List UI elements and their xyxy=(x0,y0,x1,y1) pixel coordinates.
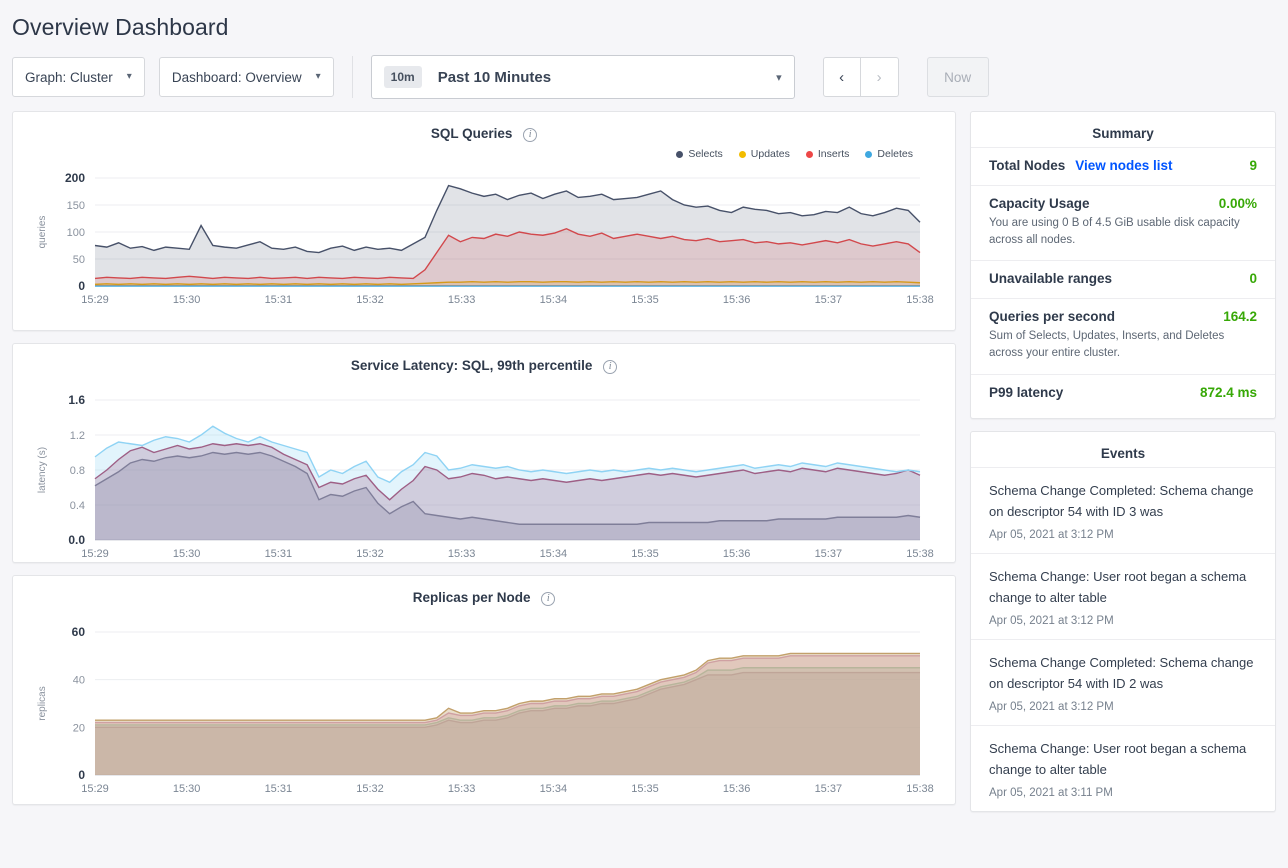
svg-text:15:32: 15:32 xyxy=(356,294,384,306)
svg-text:15:36: 15:36 xyxy=(722,548,751,560)
svg-text:15:33: 15:33 xyxy=(447,548,476,560)
summary-value: 872.4 ms xyxy=(1199,384,1257,400)
time-next-button[interactable]: › xyxy=(861,57,899,97)
event-text: Schema Change: User root began a schema change to alter table xyxy=(989,740,1247,778)
svg-text:15:32: 15:32 xyxy=(356,783,384,795)
svg-text:15:31: 15:31 xyxy=(264,783,293,795)
dashboard-select-label: Dashboard: Overview xyxy=(171,69,302,85)
dashboard-select[interactable] xyxy=(159,57,334,97)
svg-text:0.0: 0.0 xyxy=(68,533,85,547)
svg-text:20: 20 xyxy=(72,722,85,735)
svg-text:15:36: 15:36 xyxy=(722,294,751,306)
svg-text:0: 0 xyxy=(78,279,85,293)
sidebar-column xyxy=(970,111,1276,812)
svg-text:15:34: 15:34 xyxy=(539,783,568,795)
chart-title: Replicas per Node i xyxy=(13,576,955,606)
chart-title: SQL Queries i xyxy=(13,112,955,142)
svg-text:100: 100 xyxy=(66,227,85,239)
summary-label: Total Nodes xyxy=(989,158,1066,173)
svg-text:15:35: 15:35 xyxy=(631,294,659,306)
time-range-picker[interactable] xyxy=(371,55,795,99)
svg-text:15:32: 15:32 xyxy=(356,548,384,560)
chart-plot-service-latency[interactable] xyxy=(13,374,955,566)
summary-value: 0 xyxy=(1249,271,1257,287)
event-time: Apr 05, 2021 at 3:12 PM xyxy=(989,614,1114,627)
svg-text:50: 50 xyxy=(72,254,85,266)
svg-text:15:31: 15:31 xyxy=(264,294,293,306)
svg-text:1.6: 1.6 xyxy=(68,393,85,407)
svg-text:latency (s): latency (s) xyxy=(37,446,48,494)
event-text: Schema Change Completed: Schema change on descriptor 54 with ID 2 was xyxy=(989,654,1254,691)
svg-text:15:37: 15:37 xyxy=(814,294,843,306)
summary-row-p99-latency xyxy=(971,374,1275,418)
info-icon[interactable]: i xyxy=(603,360,617,374)
time-range-pill: 10m xyxy=(384,66,422,88)
summary-description: You are using 0 B of 4.5 GiB usable disk capacity across all nodes. xyxy=(989,217,1240,246)
view-nodes-list-link[interactable]: View nodes list xyxy=(1075,158,1173,173)
svg-text:150: 150 xyxy=(66,200,85,212)
summary-row-total-nodes xyxy=(971,147,1275,185)
svg-text:15:38: 15:38 xyxy=(906,783,934,795)
svg-text:15:33: 15:33 xyxy=(447,783,476,795)
svg-text:15:36: 15:36 xyxy=(722,783,751,795)
svg-text:15:35: 15:35 xyxy=(631,548,659,560)
svg-text:15:38: 15:38 xyxy=(906,548,934,560)
svg-text:15:29: 15:29 xyxy=(81,783,109,795)
summary-label: P99 latency xyxy=(989,384,1064,400)
svg-text:0.8: 0.8 xyxy=(69,465,85,477)
summary-row-capacity-usage xyxy=(971,185,1275,260)
summary-row-unavailable-ranges xyxy=(971,260,1275,298)
list-item[interactable] xyxy=(971,639,1275,725)
info-icon[interactable]: i xyxy=(523,128,537,142)
svg-text:15:31: 15:31 xyxy=(264,548,293,560)
toolbar-divider xyxy=(352,56,353,98)
event-time: Apr 05, 2021 at 3:12 PM xyxy=(989,528,1114,541)
summary-value: 9 xyxy=(1249,158,1257,173)
chart-card-replicas-per-node xyxy=(12,575,956,805)
svg-text:15:29: 15:29 xyxy=(81,548,109,560)
events-title: Events xyxy=(1100,445,1146,461)
event-time: Apr 05, 2021 at 3:12 PM xyxy=(989,700,1114,713)
svg-text:1.2: 1.2 xyxy=(69,430,85,442)
chevron-down-icon: ▾ xyxy=(126,71,132,82)
svg-text:15:30: 15:30 xyxy=(172,548,201,560)
svg-text:0.4: 0.4 xyxy=(69,500,85,512)
time-nav-buttons xyxy=(823,57,899,97)
svg-text:15:30: 15:30 xyxy=(172,783,201,795)
events-card xyxy=(970,431,1276,812)
svg-text:15:38: 15:38 xyxy=(906,294,934,306)
summary-title: Summary xyxy=(1092,126,1154,141)
svg-text:15:34: 15:34 xyxy=(539,548,568,560)
chevron-down-icon: ▾ xyxy=(315,71,321,82)
event-text: Schema Change: User root began a schema change to alter table xyxy=(989,568,1247,605)
summary-card xyxy=(970,111,1276,419)
time-prev-button[interactable]: ‹ xyxy=(823,57,861,97)
chevron-down-icon: ▾ xyxy=(776,71,782,84)
summary-description: Sum of Selects, Updates, Inserts, and Deletes across your entire cluster. xyxy=(989,330,1225,360)
list-item[interactable] xyxy=(971,725,1275,811)
svg-text:15:34: 15:34 xyxy=(539,294,568,306)
summary-label: Unavailable ranges xyxy=(989,271,1113,287)
svg-text:replicas: replicas xyxy=(37,686,48,721)
now-button[interactable]: Now xyxy=(927,57,989,97)
svg-text:15:33: 15:33 xyxy=(447,294,476,306)
chart-plot-replicas-per-node[interactable] xyxy=(13,606,955,801)
legend-item: Inserts xyxy=(806,148,850,160)
svg-text:15:30: 15:30 xyxy=(172,294,201,306)
chart-card-sql-queries xyxy=(12,111,956,331)
summary-row-queries-per-second xyxy=(971,298,1275,373)
graph-select-label: Graph: Cluster xyxy=(25,69,113,85)
summary-label: Queries per second xyxy=(989,309,1116,325)
charts-column xyxy=(12,111,956,805)
svg-text:200: 200 xyxy=(64,171,85,185)
toolbar xyxy=(0,41,1288,111)
info-icon[interactable]: i xyxy=(541,592,555,606)
svg-text:15:35: 15:35 xyxy=(631,783,659,795)
list-item[interactable] xyxy=(971,553,1275,639)
page-title: Overview Dashboard xyxy=(12,14,229,40)
chart-card-service-latency xyxy=(12,343,956,563)
svg-text:60: 60 xyxy=(71,625,85,639)
time-range-label: Past 10 Minutes xyxy=(437,68,552,86)
dashboard-body xyxy=(0,111,1288,812)
legend-item: Updates xyxy=(739,148,790,160)
summary-value: 0.00% xyxy=(1218,196,1257,211)
svg-text:queries: queries xyxy=(37,215,48,249)
svg-text:40: 40 xyxy=(72,674,85,687)
svg-text:0: 0 xyxy=(78,768,85,782)
chart-plot-sql-queries[interactable] xyxy=(13,142,955,312)
legend-item: Deletes xyxy=(865,148,913,160)
legend-item: Selects xyxy=(676,148,722,160)
svg-text:15:37: 15:37 xyxy=(814,783,843,795)
svg-text:15:29: 15:29 xyxy=(81,294,109,306)
summary-label: Capacity Usage xyxy=(989,196,1090,211)
list-item[interactable] xyxy=(971,467,1275,553)
chart-title: Service Latency: SQL, 99th percentile i xyxy=(13,344,955,374)
svg-text:15:37: 15:37 xyxy=(814,548,843,560)
event-time: Apr 05, 2021 at 3:11 PM xyxy=(989,787,1113,800)
event-text: Schema Change Completed: Schema change on descriptor 54 with ID 3 was xyxy=(989,482,1254,519)
summary-value: 164.2 xyxy=(1223,309,1257,325)
graph-select[interactable] xyxy=(12,57,145,97)
